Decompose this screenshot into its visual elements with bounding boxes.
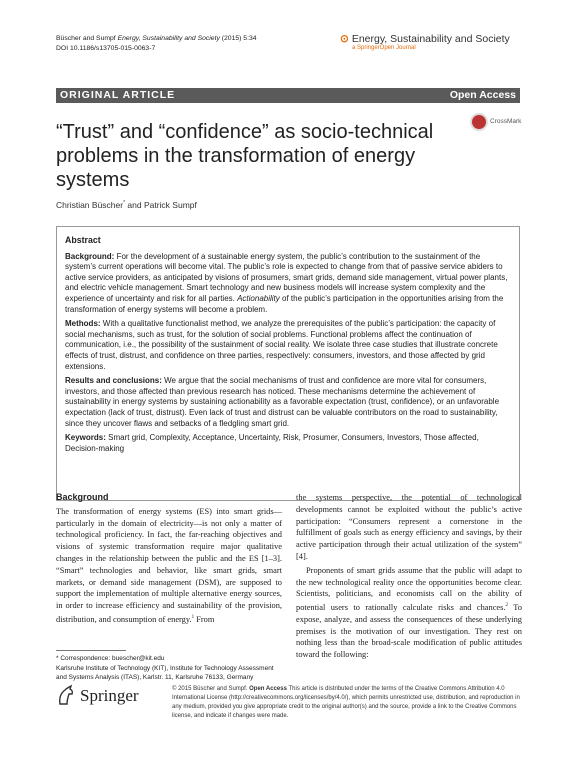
journal-header	[340, 33, 520, 51]
publisher-tag: a SpringerOpen Journal	[352, 45, 416, 51]
abstract-box	[56, 226, 520, 501]
body-paragraph: Proponents of smart grids assume that the public will adapt to the new technological reality once the opportunities become clear. Scientists, politicians, and economists call on the ability of potential users to rationally calculate risks and chances.$^2$ To expose, analyze, and assess the consequences of these underlying premises is the motivation of our investigation. They rest on nothing less than the broad-scale modification of public attitudes toward the following:	[296, 565, 522, 660]
body-paragraph: The transformation of energy systems (ES) into smart grids—particularly in the domain of electricity—is not only a matter of technological proficiency. In fact, the far-reaching objectives and visions of systemic transformation require major qualitative changes in the relationship between the public and the ES [1–3]. “Smart” technologies and behavior, like smart grids, smart markets, or demand side management (DSM), are supposed to support the implementation of multiple alternative energy sources, in order to increase efficiency and sustainability of the provision, distribution, and consumption of energy.$^1$ From	[56, 506, 282, 624]
citation-authors: Büscher and Sumpf	[56, 35, 116, 42]
springer-logo	[56, 682, 166, 710]
section-heading-background: Background	[56, 492, 109, 502]
springeropen-logo-icon: ⊙	[340, 33, 349, 45]
body-left-column	[56, 492, 282, 628]
abstract-heading: Abstract	[65, 235, 101, 245]
abstract-keywords: Keywords: Smart grid, Complexity, Acceptance, Uncertainty, Risk, Prosumer, Consumers, Investors, Those affected, Decision-making	[65, 433, 479, 453]
correspondence: * Correspondence: buescher@kit.edu	[56, 655, 165, 662]
article-title: “Trust” and “confidence” as socio-technical problems in the transformation of energy systems	[56, 121, 434, 191]
doi: DOI 10.1186/s13705-015-0063-7	[56, 45, 156, 52]
author-1: Christian Büscher	[56, 200, 124, 210]
affiliation: Karlsruhe Institute of Technology (KIT), Institute for Technology Assessment and Systems Analysis (ITAS), Karlstr. 11, Karlsruhe 76133, Germany	[56, 664, 274, 681]
open-access-label: Open Access	[449, 89, 516, 101]
author-2: and Patrick Sumpf	[125, 200, 197, 210]
footnote-rule	[56, 650, 126, 651]
license-text: © 2015 Büscher and Sumpf. Open Access This article is distributed under the terms of the Creative Commons Attribution 4.0 International License (http://creativecommons.org/licenses/by/4.0/), which permits unrestricted use, distribution, and reproduction in any medium, provided you give appropriate credit to the original author(s) and the source, provide a link to the Creative Commons license, and indicate if changes were made.	[172, 686, 520, 719]
crossmark-badge[interactable]	[470, 113, 540, 137]
corresponding-mark: *	[123, 200, 126, 207]
citation-volume: (2015) 5:34	[219, 35, 257, 42]
crossmark-icon	[470, 113, 488, 131]
springer-wordmark: Springer	[80, 686, 139, 705]
article-type-label: ORIGINAL ARTICLE	[60, 89, 176, 101]
abstract-methods: Methods: With a qualitative functionalist method, we analyze the prerequisites of the public’s participation: the capacity of social mechanisms, such as trust, for the solution of social problems. Functional problems affect the continuation of communication, i.e., the possibility of the sustainment of social reality. We isolate three case studies that illustrate concrete effects of trust, distrust, and confidence on three parties, respectively: consumers, investors, and those affected by grid extensions.	[65, 319, 498, 371]
crossmark-label: CrossMark	[490, 118, 522, 125]
body-paragraph: the systems perspective, the potential of technological developments cannot be exploited without the public’s active participation: “Consumers represent a cornerstone in the fulfillment of goals such as energy efficiency and savings, by their active participation through their actual utilization of the system” [4].	[296, 493, 522, 561]
citation-journal: Energy, Sustainability and Society	[117, 35, 220, 42]
journal-title: Energy, Sustainability and Society	[351, 33, 510, 45]
article-type-bar	[56, 88, 520, 103]
authors	[56, 200, 197, 210]
abstract-background: Background: For the development of a sustainable energy system, the public’s contribution to the sustainment of the system’s current operations will become vital. The public’s role is expected to change from that of passive service abiders to active service providers, as anticipated by visions of prosumers, smart grids, demand side management, virtual power plants, and electric vehicle management. Smart technology and new business models will increase system complexity and the experience of uncertainty and risk for all parties. Actionability of the public’s participation in the opportunities arising from the transformation of energy systems will become a problem.	[65, 251, 508, 314]
citation-header	[56, 34, 257, 54]
abstract-results: Results and conclusions: We argue that the social mechanisms of trust and confidence are more vital for consumers, investors, and those affected than previous research has noticed. These mechanisms determine the achievement of sustainability in energy systems by sustaining actionability as a favorable expectation (trust, confidence), or an unfavorable expectation (lack of trust, distrust). Even lack of trust and distrust can be valuable contributors on the road to sustainability, since they uncover flaws and setbacks of a fledgling smart grid.	[65, 376, 500, 428]
body-right-column	[296, 492, 522, 663]
footnote	[56, 654, 286, 683]
springer-horse-icon	[56, 684, 76, 706]
